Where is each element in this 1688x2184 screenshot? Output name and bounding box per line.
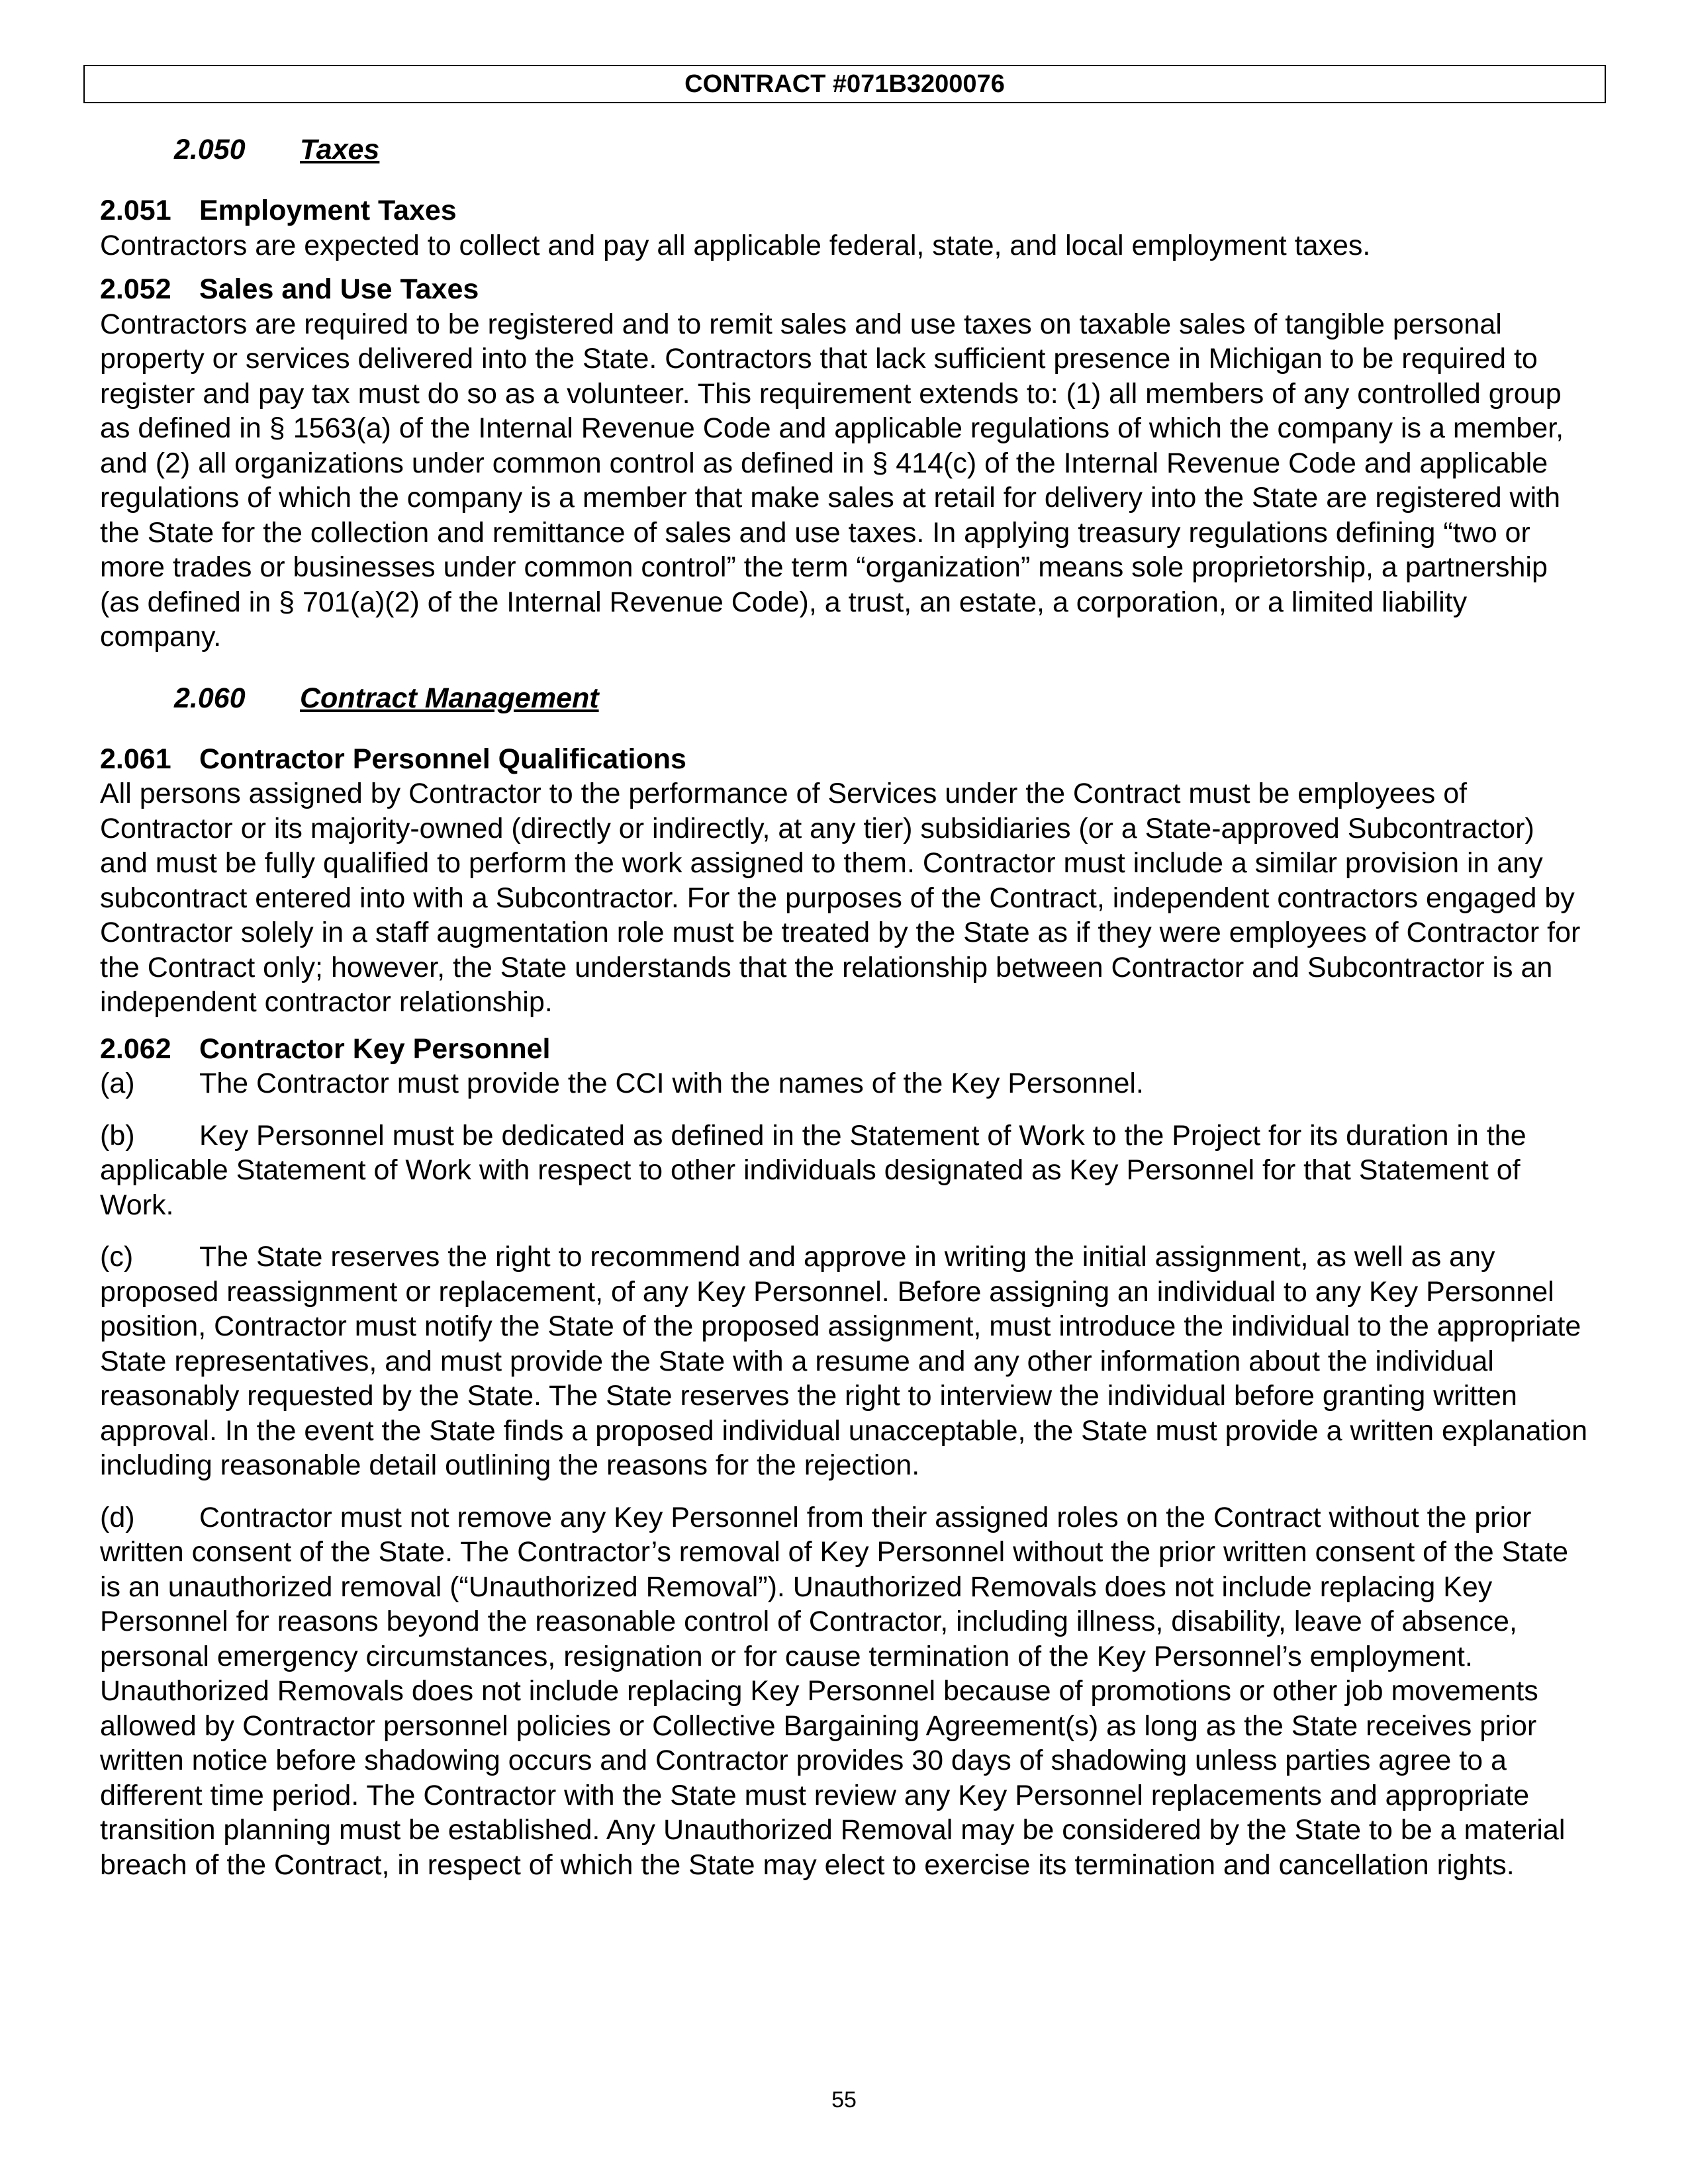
section-heading-2061 — [100, 742, 1589, 777]
item-text: Contractor must not remove any Key Personnel from their assigned roles on the Contract without the prior written consent of the State. The Contractor’s removal of Key Personnel without the prior written consent of the State is an unauthorized removal (“Unauthorized Removal”). Unauthorized Removals does not include replacing Key Personnel for reasons beyond the reasonable control of Contractor, including illness, disability, leave of absence, personal emergency circumstances, resignation or for cause termination of the Key Personnel’s employment. Unauthorized Removals does not include replacing Key Personnel because of promotions or other job movements allowed by Contractor personnel policies or Collective Bargaining Agreement(s) as long as the State receives prior written notice before shadowing occurs and Contractor provides 30 days of shadowing unless parties agree to a different time period. The Contractor with the State must review any Key Personnel replacements and appropriate transition planning must be established. Any Unauthorized Removal may be considered by the State to be a material breach of the Contract, in respect of which the State may elect to exercise its termination and cancellation rights. — [100, 1501, 1569, 1881]
section-title: Sales and Use Taxes — [199, 273, 479, 305]
section-body: All persons assigned by Contractor to the performance of Services under the Contract must be employees of Contractor or its majority-owned (directly or indirectly, at any tier) subsidiaries (or a State-approved Subcontractor) and must be fully qualified to perform the work assigned to them. Contractor must include a similar provision in any subcontract entered into with a Subcontractor. For the purposes of the Contract, independent contractors engaged by Contractor solely in a staff augmentation role must be treated by the State as if they were employees of Contractor for the Contract only; however, the State understands that the relationship between Contractor and Subcontractor is an independent contractor relationship. — [100, 778, 1581, 1018]
item-label: (a) — [100, 1068, 135, 1099]
section-number: 2.062 — [100, 1032, 171, 1065]
section-heading-2060 — [100, 681, 1589, 715]
contract-number: CONTRACT #071B3200076 — [684, 69, 1005, 98]
section-number: 2.051 — [100, 195, 171, 226]
item-label: (d) — [100, 1501, 135, 1533]
list-item — [100, 1118, 1589, 1223]
section-title: Contractor Personnel Qualifications — [199, 743, 686, 775]
section-2051 — [100, 193, 1589, 263]
contract-header — [83, 65, 1606, 103]
section-heading-2050 — [100, 132, 1589, 167]
section-title: Taxes — [300, 134, 380, 165]
list-item — [100, 1240, 1589, 1483]
list-item — [100, 1066, 1589, 1101]
section-heading-2062 — [100, 1032, 1589, 1067]
section-heading-2051 — [100, 193, 1589, 228]
section-title: Contractor Key Personnel — [199, 1032, 551, 1065]
page-number: 55 — [831, 2087, 857, 2113]
section-title: Contract Management — [300, 682, 599, 714]
item-label: (b) — [100, 1119, 135, 1152]
section-body: Contractors are required to be registered and to remit sales and use taxes on taxable sales of tangible personal property or services delivered into the State. Contractors that lack sufficient presence in Michigan to be required to register and pay tax must do so as a volunteer. This requirement extends to: (1) all members of any controlled group as defined in § 1563(a) of the Internal Revenue Code and applicable regulations of which the company is a member, and (2) all organizations under common control as defined in § 414(c) of the Internal Revenue Code and applicable regulations of which the company is a member that make sales at retail for delivery into the State are registered with the State for the collection and remittance of sales and use taxes. In applying treasury regulations defining “two or more trades or businesses under common control” the term “organization” means sole proprietorship, a partnership (as defined in § 701(a)(2) of the Internal Revenue Code), a trust, an estate, a corporation, or a limited liability company. — [100, 308, 1564, 653]
section-number: 2.052 — [100, 273, 171, 305]
section-2061 — [100, 742, 1589, 1020]
item-text: The Contractor must provide the CCI with the names of the Key Personnel. — [199, 1068, 1144, 1099]
item-text: Key Personnel must be dedicated as defined in the Statement of Work to the Project for its duration in the applicable Statement of Work with respect to other individuals designated as Key Personnel for that Statement of Work. — [100, 1119, 1526, 1221]
section-number: 2.060 — [174, 682, 246, 714]
item-label: (c) — [100, 1241, 134, 1273]
section-title: Employment Taxes — [199, 195, 457, 226]
section-2052 — [100, 272, 1589, 655]
document-body — [100, 132, 1589, 1891]
section-number: 2.050 — [174, 134, 246, 165]
list-item — [100, 1500, 1589, 1883]
section-2062 — [100, 1032, 1589, 1883]
item-text: The State reserves the right to recommend and approve in writing the initial assignment, as well as any proposed reassignment or replacement, of any Key Personnel. Before assigning an individual to any Key Personnel position, Contractor must notify the State of the proposed assignment, must introduce the individual to the appropriate State representatives, and must provide the State with a resume and any other information about the individual reasonably requested by the State. The State reserves the right to interview the individual before granting written approval. In the event the State finds a proposed individual unacceptable, the State must provide a written explanation including reasonable detail outlining the reasons for the rejection. — [100, 1241, 1588, 1481]
section-number: 2.061 — [100, 743, 171, 775]
section-body: Contractors are expected to collect and pay all applicable federal, state, and local employment taxes. — [100, 229, 1371, 261]
section-heading-2052 — [100, 272, 1589, 307]
